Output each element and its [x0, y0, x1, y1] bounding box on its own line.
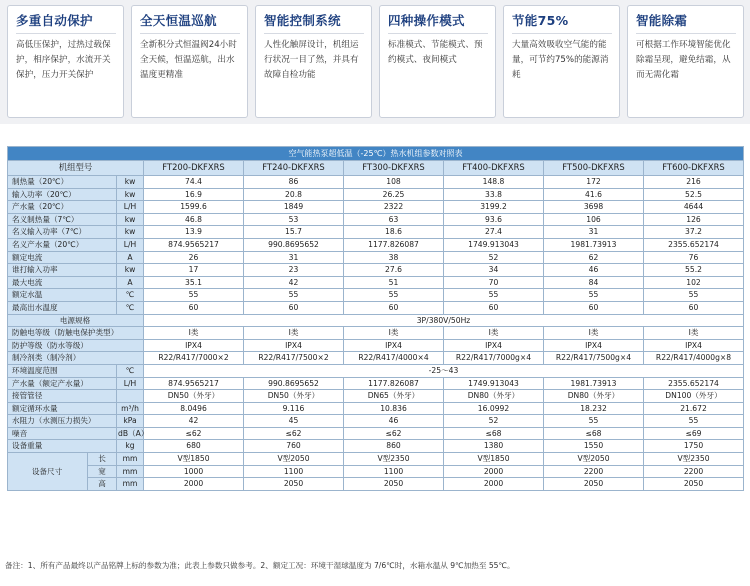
value-cell: 37.2	[644, 226, 744, 239]
value-cell: 1177.826087	[344, 238, 444, 251]
value-cell: 15.7	[244, 226, 344, 239]
value-cell: 9.116	[244, 402, 344, 415]
value-cell: 990.8695652	[244, 238, 344, 251]
value-cell: 26	[144, 251, 244, 264]
feature-card	[379, 5, 496, 118]
value-cell: 2200	[644, 465, 744, 478]
row-unit: kw	[117, 176, 144, 189]
value-cell: 106	[544, 213, 644, 226]
feature-card	[7, 5, 124, 118]
row-unit: ℃	[117, 364, 144, 377]
value-cell: 33.8	[444, 188, 544, 201]
value-cell: 2000	[444, 465, 544, 478]
value-cell: 1981.73913	[544, 238, 644, 251]
value-cell: 60	[244, 301, 344, 314]
value-cell: 31	[244, 251, 344, 264]
value-cell: 45	[244, 415, 344, 428]
value-cell: 1550	[544, 440, 644, 453]
value-cell: V型1850	[444, 453, 544, 466]
value-cell: 26.25	[344, 188, 444, 201]
value-cell: 860	[344, 440, 444, 453]
value-cell: 17	[144, 264, 244, 277]
row-label: 谁打输入功率	[8, 264, 117, 277]
model-header-label: 机组型号	[8, 161, 144, 176]
row-unit: L/H	[117, 238, 144, 251]
table-row	[8, 465, 744, 478]
value-cell: R22/R417/7000×2	[144, 352, 244, 365]
model-name: FT200-DKFXRS	[144, 161, 244, 176]
row-label: 环境温度范围	[8, 364, 117, 377]
value-cell: 27.6	[344, 264, 444, 277]
divider	[388, 33, 488, 34]
table-row	[8, 377, 744, 390]
feature-text: 高低压保护，过热过载保护，相序保护，水流开关保护，压力开关保护	[16, 40, 111, 80]
value-cell: 13.9	[144, 226, 244, 239]
row-unit: kw	[117, 226, 144, 239]
value-cell: IPX4	[644, 339, 744, 352]
value-cell: 216	[644, 176, 744, 189]
row-label: 名义制热量（7℃）	[8, 213, 117, 226]
value-cell: ≤62	[344, 427, 444, 440]
table-row	[8, 264, 744, 277]
table-row	[8, 289, 744, 302]
value-cell: 53	[244, 213, 344, 226]
table-row	[8, 314, 744, 327]
feature-text: 大量高效吸收空气能的能量，可节约75%的能源消耗	[512, 40, 609, 80]
value-cell: 70	[444, 276, 544, 289]
value-cell: 60	[444, 301, 544, 314]
table-row	[8, 238, 744, 251]
value-cell: 2050	[344, 478, 444, 491]
value-cell: Ⅰ类	[444, 327, 544, 340]
value-cell: 1100	[344, 465, 444, 478]
row-unit: kw	[117, 264, 144, 277]
table-title: 空气能热泵超低温（-25℃）热水机组参数对照表	[8, 147, 744, 161]
row-label: 制冷剂类（制冷剂）	[8, 352, 144, 365]
value-cell: 2050	[544, 478, 644, 491]
value-cell: 55	[144, 289, 244, 302]
feature-text: 人性化触屏设计，机组运行状况一目了然，并具有故障自检功能	[264, 40, 359, 80]
value-cell: 62	[544, 251, 644, 264]
feature-text: 标准模式、节能模式、预约模式、夜间模式	[388, 40, 483, 65]
row-unit: mm	[117, 478, 144, 491]
value-cell: DN50（外牙）	[244, 390, 344, 403]
value-cell: 55	[644, 289, 744, 302]
table-row	[8, 251, 744, 264]
value-cell: 1750	[644, 440, 744, 453]
value-cell: IPX4	[144, 339, 244, 352]
table-row	[8, 301, 744, 314]
row-sublabel: 宽	[88, 465, 117, 478]
value-cell: 2355.652174	[644, 377, 744, 390]
value-cell: 55	[544, 415, 644, 428]
table-row	[8, 213, 744, 226]
value-cell: DN50（外牙）	[144, 390, 244, 403]
table-row	[8, 427, 744, 440]
feature-title: 多重自动保护	[16, 13, 93, 28]
value-cell: 874.9565217	[144, 377, 244, 390]
value-cell: V型2350	[344, 453, 444, 466]
value-cell: 102	[644, 276, 744, 289]
value-cell: R22/R417/4000×4	[344, 352, 444, 365]
value-cell: DN80（外牙）	[544, 390, 644, 403]
features-panel	[0, 0, 750, 124]
value-cell: 126	[644, 213, 744, 226]
value-cell: 60	[644, 301, 744, 314]
feature-card	[503, 5, 620, 118]
feature-text: 全新积分式恒温阀24小时全天候，恒温巡航，出水温度更精准	[140, 40, 237, 80]
row-label: 水阻力（水测压力损失）	[8, 415, 117, 428]
value-cell: IPX4	[444, 339, 544, 352]
divider	[512, 33, 612, 34]
value-cell: 2000	[144, 478, 244, 491]
model-name: FT400-DKFXRS	[444, 161, 544, 176]
value-cell: 46	[344, 415, 444, 428]
value-cell: 55	[544, 289, 644, 302]
value-cell: 76	[644, 251, 744, 264]
value-cell: 1849	[244, 201, 344, 214]
feature-title: 全天恒温巡航	[140, 13, 217, 28]
value-cell: 2355.652174	[644, 238, 744, 251]
row-unit: mm	[117, 453, 144, 466]
value-cell: 52.5	[644, 188, 744, 201]
value-cell: 51	[344, 276, 444, 289]
row-label: 防护等级（防水等级）	[8, 339, 144, 352]
row-unit: m³/h	[117, 402, 144, 415]
table-row	[8, 226, 744, 239]
row-unit: L/H	[117, 201, 144, 214]
row-label: 名义输入功率（7℃）	[8, 226, 117, 239]
table-row	[8, 402, 744, 415]
value-cell: 27.4	[444, 226, 544, 239]
value-cell: 3698	[544, 201, 644, 214]
value-cell: 874.9565217	[144, 238, 244, 251]
feature-title: 智能除霜	[636, 13, 688, 28]
value-cell: 1100	[244, 465, 344, 478]
value-cell: 18.232	[544, 402, 644, 415]
value-cell: 21.672	[644, 402, 744, 415]
value-cell: DN80（外牙）	[444, 390, 544, 403]
header-row	[8, 161, 744, 176]
value-cell: IPX4	[544, 339, 644, 352]
row-unit	[117, 390, 144, 403]
model-name: FT500-DKFXRS	[544, 161, 644, 176]
value-cell: 3P/380V/50Hz	[144, 314, 744, 327]
value-cell: 60	[144, 301, 244, 314]
row-unit: kw	[117, 213, 144, 226]
value-cell: 4644	[644, 201, 744, 214]
value-cell: ≤68	[444, 427, 544, 440]
footnote: 备注：1、所有产品最终以产品铭牌上标的参数为准；此表上参数只做参考。2、额定工况：环境干湿球温度为 7/6℃时，水箱水温从 9℃加热至 55℃。	[5, 561, 515, 570]
value-cell: 1599.6	[144, 201, 244, 214]
table-row	[8, 364, 744, 377]
value-cell: 148.8	[444, 176, 544, 189]
value-cell: 63	[344, 213, 444, 226]
value-cell: 2322	[344, 201, 444, 214]
table-body	[8, 161, 744, 491]
value-cell: 42	[144, 415, 244, 428]
row-unit: kw	[117, 188, 144, 201]
value-cell: 3199.2	[444, 201, 544, 214]
feature-title: 智能控制系统	[264, 13, 341, 28]
value-cell: R22/R417/7000g×4	[444, 352, 544, 365]
divider	[264, 33, 364, 34]
value-cell: 23	[244, 264, 344, 277]
value-cell: 1000	[144, 465, 244, 478]
value-cell: R22/R417/4000g×8	[644, 352, 744, 365]
table-row	[8, 478, 744, 491]
value-cell: Ⅰ类	[644, 327, 744, 340]
row-label: 噪音	[8, 427, 117, 440]
parameter-table-wrap	[7, 146, 743, 491]
value-cell: V型2350	[644, 453, 744, 466]
row-label: 电源规格	[8, 314, 144, 327]
value-cell: ≤68	[544, 427, 644, 440]
row-label: 设备重量	[8, 440, 117, 453]
row-label: 名义产水量（20℃）	[8, 238, 117, 251]
value-cell: 52	[444, 251, 544, 264]
feature-card	[131, 5, 248, 118]
table-row	[8, 188, 744, 201]
value-cell: 93.6	[444, 213, 544, 226]
row-label: 额定循环水量	[8, 402, 117, 415]
row-label: 防触电等级（防触电保护类型）	[8, 327, 144, 340]
table-row	[8, 440, 744, 453]
value-cell: 108	[344, 176, 444, 189]
value-cell: 172	[544, 176, 644, 189]
value-cell: Ⅰ类	[344, 327, 444, 340]
value-cell: 2200	[544, 465, 644, 478]
value-cell: 2050	[644, 478, 744, 491]
model-name: FT240-DKFXRS	[244, 161, 344, 176]
value-cell: IPX4	[244, 339, 344, 352]
table-row	[8, 176, 744, 189]
value-cell: 16.0992	[444, 402, 544, 415]
value-cell: 46.8	[144, 213, 244, 226]
feature-title: 节能75%	[512, 13, 569, 28]
row-label: 额定水温	[8, 289, 117, 302]
value-cell: R22/R417/7500×2	[244, 352, 344, 365]
row-unit: kg	[117, 440, 144, 453]
value-cell: 2050	[244, 478, 344, 491]
value-cell: V型1850	[144, 453, 244, 466]
row-sublabel: 长	[88, 453, 117, 466]
feature-card	[627, 5, 744, 118]
value-cell: 55	[244, 289, 344, 302]
feature-text: 可根据工作环境智能优化除霜呈现，避免结霜，从而无需化霜	[636, 40, 731, 80]
value-cell: V型2050	[244, 453, 344, 466]
row-label: 产水量（额定产水量）	[8, 377, 117, 390]
table-row	[8, 352, 744, 365]
value-cell: 55.2	[644, 264, 744, 277]
value-cell: IPX4	[344, 339, 444, 352]
value-cell: 1749.913043	[444, 238, 544, 251]
value-cell: 34	[444, 264, 544, 277]
value-cell: 55	[644, 415, 744, 428]
table-row	[8, 453, 744, 466]
row-label: 最高出水温度	[8, 301, 117, 314]
row-label: 设备尺寸	[8, 453, 88, 491]
value-cell: 1749.913043	[444, 377, 544, 390]
value-cell: 1981.73913	[544, 377, 644, 390]
row-unit: dB（A）	[117, 427, 144, 440]
value-cell: 55	[344, 289, 444, 302]
value-cell: ≤62	[144, 427, 244, 440]
divider	[636, 33, 736, 34]
value-cell: DN65（外牙）	[344, 390, 444, 403]
value-cell: 2000	[444, 478, 544, 491]
value-cell: V型2050	[544, 453, 644, 466]
row-label: 产水量（20℃）	[8, 201, 117, 214]
value-cell: 760	[244, 440, 344, 453]
value-cell: R22/R417/7500g×4	[544, 352, 644, 365]
value-cell: 52	[444, 415, 544, 428]
divider	[16, 33, 116, 34]
value-cell: 1380	[444, 440, 544, 453]
value-cell: 8.0496	[144, 402, 244, 415]
row-label: 输入功率（20℃）	[8, 188, 117, 201]
row-sublabel: 高	[88, 478, 117, 491]
value-cell: Ⅰ类	[244, 327, 344, 340]
value-cell: 20.8	[244, 188, 344, 201]
value-cell: 41.6	[544, 188, 644, 201]
row-label: 接管管径	[8, 390, 117, 403]
model-name: FT600-DKFXRS	[644, 161, 744, 176]
table-row	[8, 276, 744, 289]
value-cell: 74.4	[144, 176, 244, 189]
row-unit: ℃	[117, 289, 144, 302]
row-unit: ℃	[117, 301, 144, 314]
value-cell: -25～43	[144, 364, 744, 377]
value-cell: ≤62	[244, 427, 344, 440]
value-cell: 1177.826087	[344, 377, 444, 390]
parameter-table	[7, 146, 744, 491]
value-cell: 18.6	[344, 226, 444, 239]
value-cell: 16.9	[144, 188, 244, 201]
row-label: 额定电流	[8, 251, 117, 264]
value-cell: 10.836	[344, 402, 444, 415]
value-cell: 60	[544, 301, 644, 314]
feature-title: 四种操作模式	[388, 13, 465, 28]
value-cell: 680	[144, 440, 244, 453]
table-row	[8, 327, 744, 340]
value-cell: 55	[444, 289, 544, 302]
value-cell: 31	[544, 226, 644, 239]
value-cell: 38	[344, 251, 444, 264]
value-cell: 46	[544, 264, 644, 277]
value-cell: Ⅰ类	[144, 327, 244, 340]
value-cell: 35.1	[144, 276, 244, 289]
value-cell: ≤69	[644, 427, 744, 440]
table-row	[8, 339, 744, 352]
value-cell: 84	[544, 276, 644, 289]
divider	[140, 33, 240, 34]
model-name: FT300-DKFXRS	[344, 161, 444, 176]
value-cell: Ⅰ类	[544, 327, 644, 340]
row-unit: A	[117, 251, 144, 264]
value-cell: 990.8695652	[244, 377, 344, 390]
row-unit: kPa	[117, 415, 144, 428]
value-cell: 42	[244, 276, 344, 289]
row-label: 制热量（20℃）	[8, 176, 117, 189]
feature-card	[255, 5, 372, 118]
value-cell: 60	[344, 301, 444, 314]
table-row	[8, 201, 744, 214]
value-cell: DN100（外牙）	[644, 390, 744, 403]
row-unit: L/H	[117, 377, 144, 390]
value-cell: 86	[244, 176, 344, 189]
row-unit: mm	[117, 465, 144, 478]
table-row	[8, 415, 744, 428]
row-unit: A	[117, 276, 144, 289]
row-label: 最大电流	[8, 276, 117, 289]
table-row	[8, 390, 744, 403]
